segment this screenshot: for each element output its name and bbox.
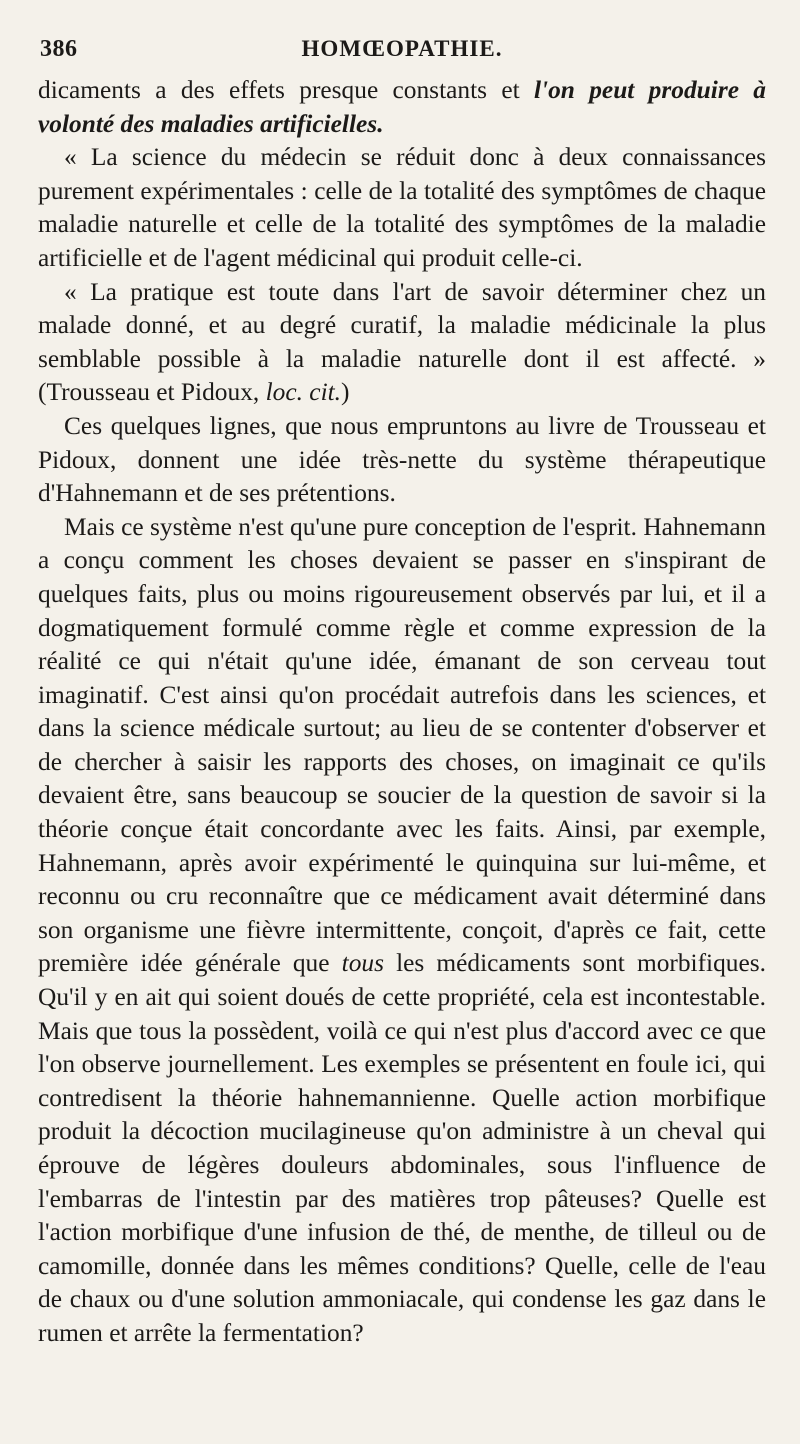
paragraph-quote-2 bbox=[38, 276, 766, 410]
running-title: HOMŒOPATHIE. bbox=[301, 36, 503, 61]
page-header bbox=[38, 30, 766, 74]
paragraph-commentary: Ces quelques lignes, que nous empruntons au livre de Trousseau et Pidoux, donnent une idée très-nette du système thérapeutique d'Hahnemann et de ses prétentions. bbox=[38, 411, 766, 508]
paragraph-text-end: ) bbox=[341, 378, 350, 407]
paragraph-quote-1: « La science du médecin se réduit donc à deux connaissances purement expérimentales : celle de la totalité des symptômes de chaque maladie naturelle et celle de la totalité des symptômes de la maladie artificielle et de l'agent médicinal qui produit celle-ci. bbox=[38, 143, 766, 272]
citation-italic: loc. cit. bbox=[265, 378, 342, 407]
paragraph-text: « La pratique est toute dans l'art de savoir déterminer chez un malade donné, et au degré curatif, la maladie médicinale la plus semblable possible à la maladie naturelle dont il est affecté. » (Trousseau et Pidoux, bbox=[38, 277, 766, 407]
paragraph-text: Mais ce système n'est qu'une pure conception de l'esprit. Hahnemann a conçu comment les choses devaient se passer en s'inspirant de quelques faits, plus ou moins rigoureusement observés par lui, et il a dogmatiquement formulé comme règle et comme expression de la réalité ce qui n'était qu'une idée, émanant de son cerveau tout imaginatif. C'est ainsi qu'on procédait autrefois dans les sciences, et dans la science médicale surtout; au lieu de se contenter d'observer et de chercher à saisir les rapports des choses, on imaginait ce qu'ils devaient être, sans beaucoup se soucier de la question de savoir si la théorie conçue était concordante avec les faits. Ainsi, par exemple, Hahnemann, après avoir expérimenté le quinquina sur lui-même, et reconnu ou cru reconnaître que ce médicament avait déterminé dans son organisme une fièvre intermittente, conçoit, d'après ce fait, cette première idée générale que bbox=[38, 512, 766, 978]
body-text bbox=[38, 74, 766, 1351]
emphasized-word: tous bbox=[341, 949, 384, 978]
emphasized-text: l'on peut produire à volonté des maladies artificielles. bbox=[38, 76, 766, 138]
paragraph-continuation bbox=[38, 74, 766, 141]
page-number: 386 bbox=[40, 36, 78, 62]
paragraph-text-rest: les médicaments sont morbifiques. Qu'il y en ait qui soient doués de cette propriété, cela est incontestable. Mais que tous la possèdent, voilà ce qui n'est plus d'accord avec ce que l'on observe journellement. Les exemples se présentent en foule ici, qui contredisent la théorie hahnemannienne. Quelle action morbifique produit la décoction mucilagineuse qu'on administre à un cheval qui éprouve de légères douleurs abdominales, sous l'influence de l'embarras de l'intestin par des matières trop pâteuses? Quelle est l'action morbifique d'une infusion de thé, de menthe, de tilleul ou de camomille, donnée dans les mêmes conditions? Quelle, celle de l'eau de chaux ou d'une solution ammoniacale, qui condense les gaz dans le rumen et arrête la fermentation? bbox=[38, 949, 766, 1347]
paragraph-critique bbox=[38, 511, 766, 1351]
paragraph-text: dicaments a des effets presque constants et bbox=[38, 76, 534, 104]
